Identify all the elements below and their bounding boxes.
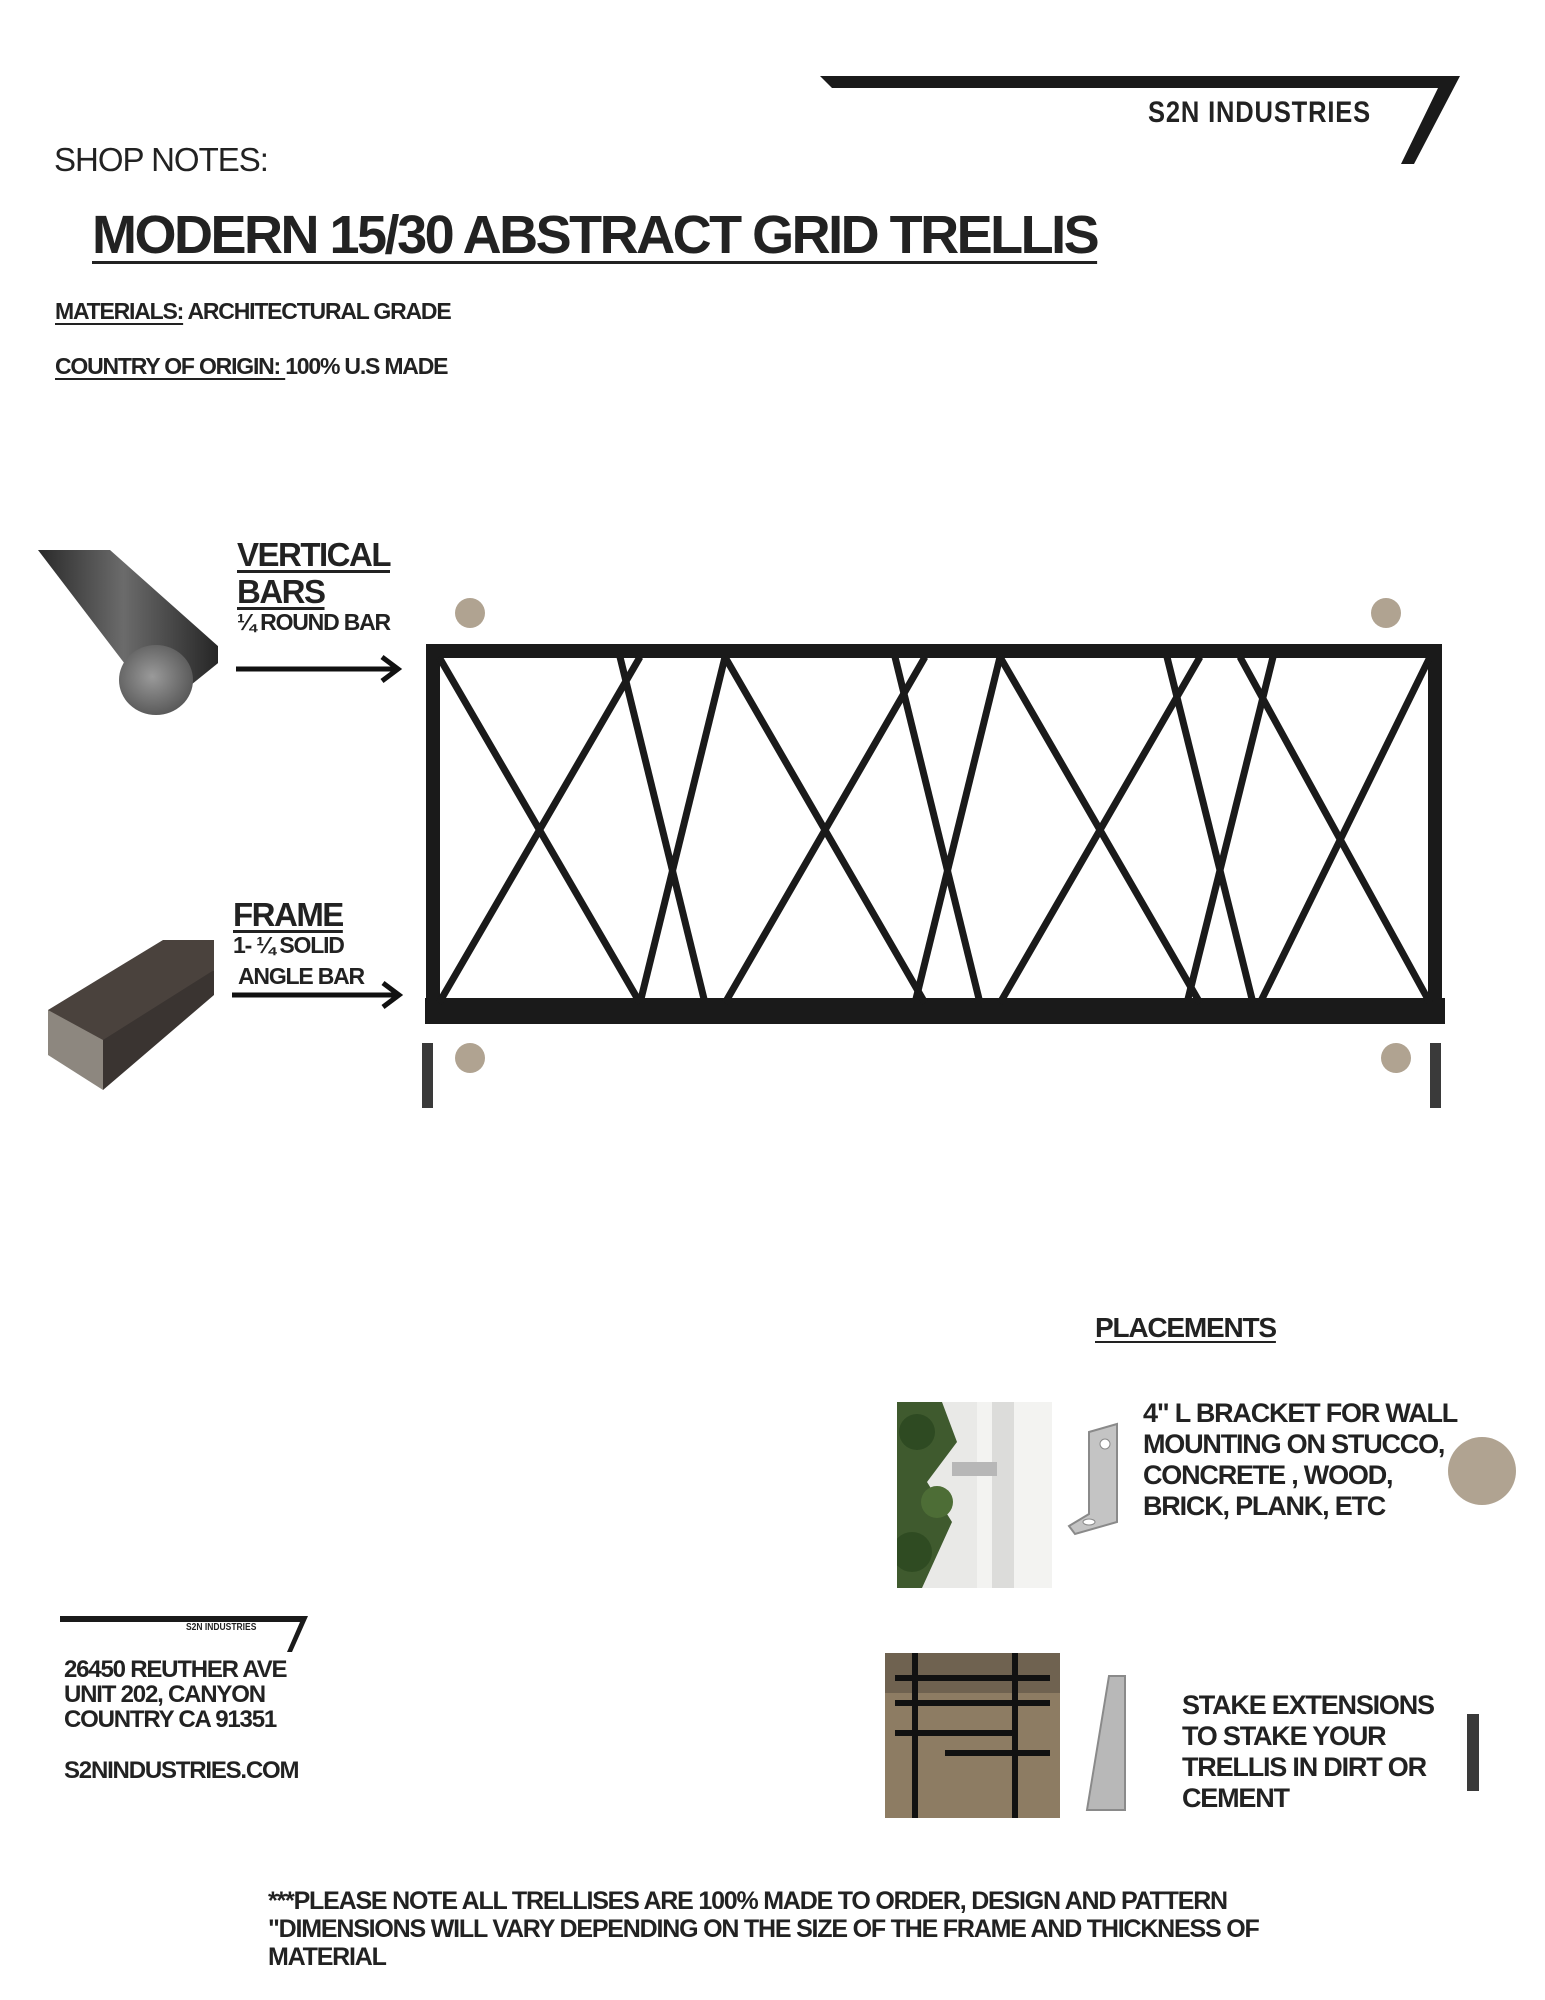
stake-post-left (422, 1043, 433, 1108)
stake-post-icon (1467, 1714, 1479, 1791)
frame-subtitle-line2: ANGLE BAR (238, 963, 364, 989)
shop-notes-label: SHOP NOTES: (54, 141, 268, 178)
note-line1: ***PLEASE NOTE ALL TRELLISES ARE 100% MADE TO ORDER, DESIGN AND PATTERN (268, 1887, 1227, 1915)
small-brand-name: S2N INDUSTRIES (186, 1622, 257, 1633)
frame-subtitle-line1: 1- ¼ SOLID (233, 932, 344, 958)
angle-bar-photo (48, 940, 218, 1090)
vertical-bars-subtitle: ¼ ROUND BAR (237, 609, 390, 635)
vertical-bars-arrow (236, 654, 406, 684)
address-line3: COUNTRY CA 91351 (64, 1706, 276, 1733)
trellis-bar (1187, 657, 1273, 1003)
bracket-mount-dot (1448, 1437, 1516, 1505)
note-line3: MATERIAL (268, 1943, 386, 1971)
origin-line (55, 353, 447, 380)
origin-value: 100% U.S MADE (285, 353, 448, 379)
frame-title: FRAME (233, 896, 343, 933)
materials-value: ARCHITECTURAL GRADE (183, 298, 451, 324)
website-link[interactable]: S2NINDUSTRIES.COM (64, 1757, 299, 1784)
materials-label: MATERIALS: (55, 298, 184, 324)
l-bracket-icon (1067, 1422, 1122, 1537)
stake-install-photo (885, 1653, 1060, 1818)
frame-arrow (232, 980, 407, 1010)
mount-dot-top-right (1371, 598, 1401, 628)
stake-post-right (1430, 1043, 1441, 1108)
wall-mount-photo (897, 1402, 1052, 1588)
trellis-bar (1167, 657, 1253, 1003)
trellis-diagram (425, 643, 1445, 1028)
page-title: MODERN 15/30 ABSTRACT GRID TRELLIS (92, 205, 1098, 265)
address-line2: UNIT 202, CANYON (64, 1681, 265, 1708)
trellis-bar (620, 657, 705, 1003)
round-bar-photo (38, 550, 218, 735)
vertical-bars-title-line1: VERTICAL (237, 536, 390, 573)
note-line2: "DIMENSIONS WILL VARY DEPENDING ON THE SIZE OF THE FRAME AND THICKNESS OF (268, 1915, 1259, 1943)
placements-label: PLACEMENTS (1095, 1312, 1276, 1343)
address-line1: 26450 REUTHER AVE (64, 1656, 287, 1683)
vertical-bars-title-line2: BARS (237, 573, 325, 610)
trellis-bar (640, 657, 725, 1003)
brand-name: S2N INDUSTRIES (1148, 96, 1372, 129)
bracket-description: 4" L BRACKET FOR WALL MOUNTING ON STUCCO, CONCRETE , WOOD, BRICK, PLANK, ETC (1143, 1398, 1457, 1521)
trellis-bar (915, 657, 1000, 1003)
mount-dot-bottom-left (455, 1043, 485, 1073)
mount-dot-top-left (455, 598, 485, 628)
mount-dot-bottom-right (1381, 1043, 1411, 1073)
stake-description: STAKE EXTENSIONS TO STAKE YOUR TRELLIS IN DIRT OR CEMENT (1182, 1690, 1434, 1813)
small-brand-bar-graphic (60, 1616, 308, 1652)
materials-line (55, 298, 450, 325)
trellis-bar (895, 657, 980, 1003)
origin-label: COUNTRY OF ORIGIN: (55, 353, 286, 379)
stake-extension-icon (1085, 1674, 1130, 1814)
